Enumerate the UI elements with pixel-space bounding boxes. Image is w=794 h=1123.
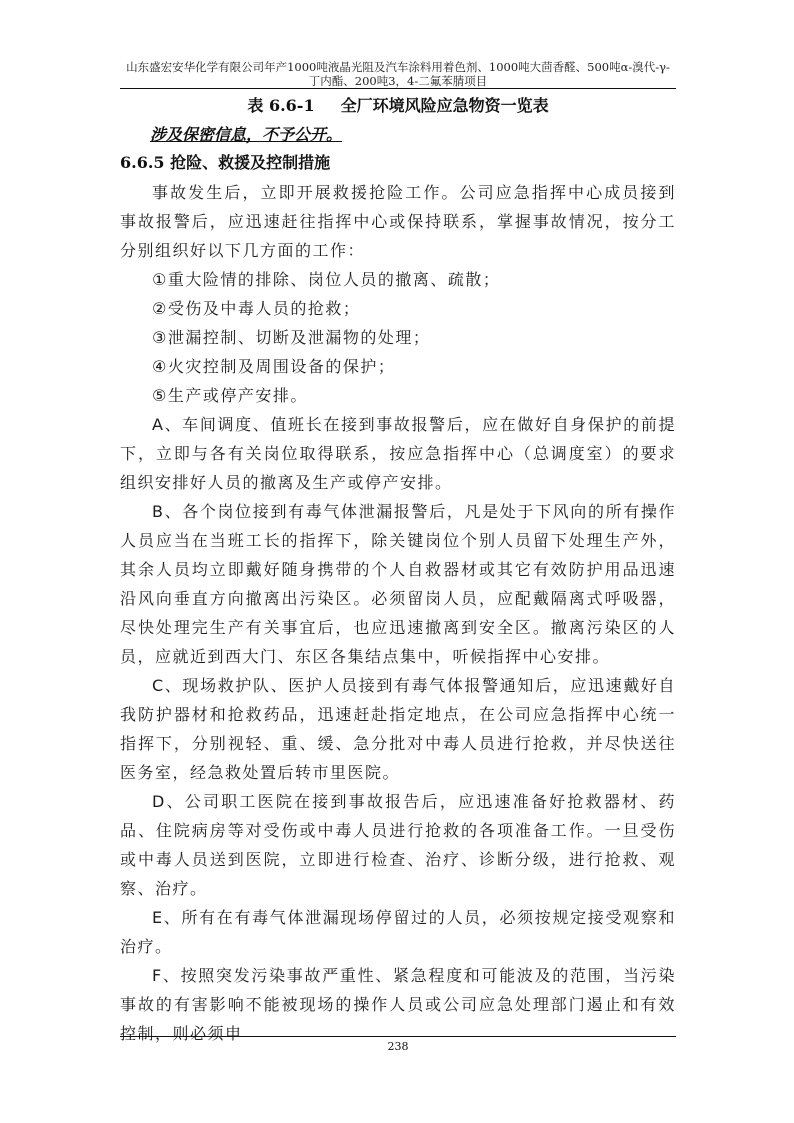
paragraph-b: B、各个岗位接到有毒气体泄漏报警后，凡是处于下风向的所有操作人员应当在当班工长的指挥下，除关键岗位个别人员留下处理生产外，其余人员均立即戴好随身携带的个人自救器材或其它有效防护用品迅速沿风向垂直方向撤离出污染区。必须留岗人员，应配戴隔离式呼吸器，尽快处理完生产有关事宜后，也应迅速撤离到安全区。撤离污染区的人员，应就近到西大门、东区各集结点集中，听候指挥中心安排。 — [120, 502, 676, 666]
list-item-5: ⑤生产或停产安排。 — [152, 386, 308, 405]
table-title-text: 全厂环境风险应急物资一览表 — [340, 96, 549, 115]
paragraph-e: E、所有在有毒气体泄漏现场停留过的人员，必须按规定接受观察和治疗。 — [120, 908, 676, 956]
confidential-note: 涉及保密信息，不予公开。 — [150, 125, 343, 144]
header-line-1: 山东盛宏安华化学有限公司年产1000吨液晶光阻及汽车涂料用着色剂、1000吨大茴香醛、500吨α-溴代-γ- — [126, 60, 670, 74]
table-title — [120, 95, 676, 117]
list-item-1: ①重大险情的排除、岗位人员的撤离、疏散； — [152, 270, 501, 289]
page-number: 238 — [387, 1040, 409, 1053]
list-item-2: ②受伤及中毒人员的抢救； — [152, 299, 361, 318]
body-text — [120, 178, 676, 1048]
list-item-3: ③泄漏控制、切断及泄漏物的处理； — [152, 328, 431, 347]
section-heading: 6.6.5 抢险、救援及控制措施 — [120, 153, 331, 172]
paragraph-intro: 事故发生后，立即开展救援抢险工作。公司应急指挥中心成员接到事故报警后，应迅速赶往指挥中心或保持联系，掌握事故情况，按分工分别组织好以下几方面的工作： — [120, 183, 676, 260]
header-divider — [120, 88, 676, 89]
list-item-4: ④火灾控制及周围设备的保护； — [152, 357, 396, 376]
paragraph-d: D、公司职工医院在接到事故报告后，应迅速准备好抢救器材、药品、住院病房等对受伤或中毒人员进行抢救的各项准备工作。一旦受伤或中毒人员送到医院，立即进行检查、治疗、诊断分级，进行抢救、观察、治疗。 — [120, 792, 676, 898]
running-header — [120, 60, 676, 88]
paragraph-a: A、车间调度、值班长在接到事故报警后，应在做好自身保护的前提下，立即与各有关岗位取得联系，按应急指挥中心（总调度室）的要求组织安排好人员的撤离及生产或停产安排。 — [120, 415, 676, 492]
table-number: 表 6.6-1 — [247, 96, 315, 115]
header-line-2: 丁内酯、200吨3，4-二氟苯腈项目 — [308, 74, 488, 88]
paragraph-f: F、按照突发污染事故严重性、紧急程度和可能波及的范围，当污染事故的有害影响不能被现场的操作人员或公司应急处理部门遏止和有效控制，则必须申 — [120, 966, 676, 1043]
paragraph-c: C、现场救护队、医护人员接到有毒气体报警通知后，应迅速戴好自我防护器材和抢救药品，迅速赶赴指定地点，在公司应急指挥中心统一指挥下，分别视轻、重、缓、急分批对中毒人员进行抢救，并尽快送往医务室，经急救处置后转市里医院。 — [120, 676, 676, 782]
footer-divider — [120, 1036, 676, 1037]
